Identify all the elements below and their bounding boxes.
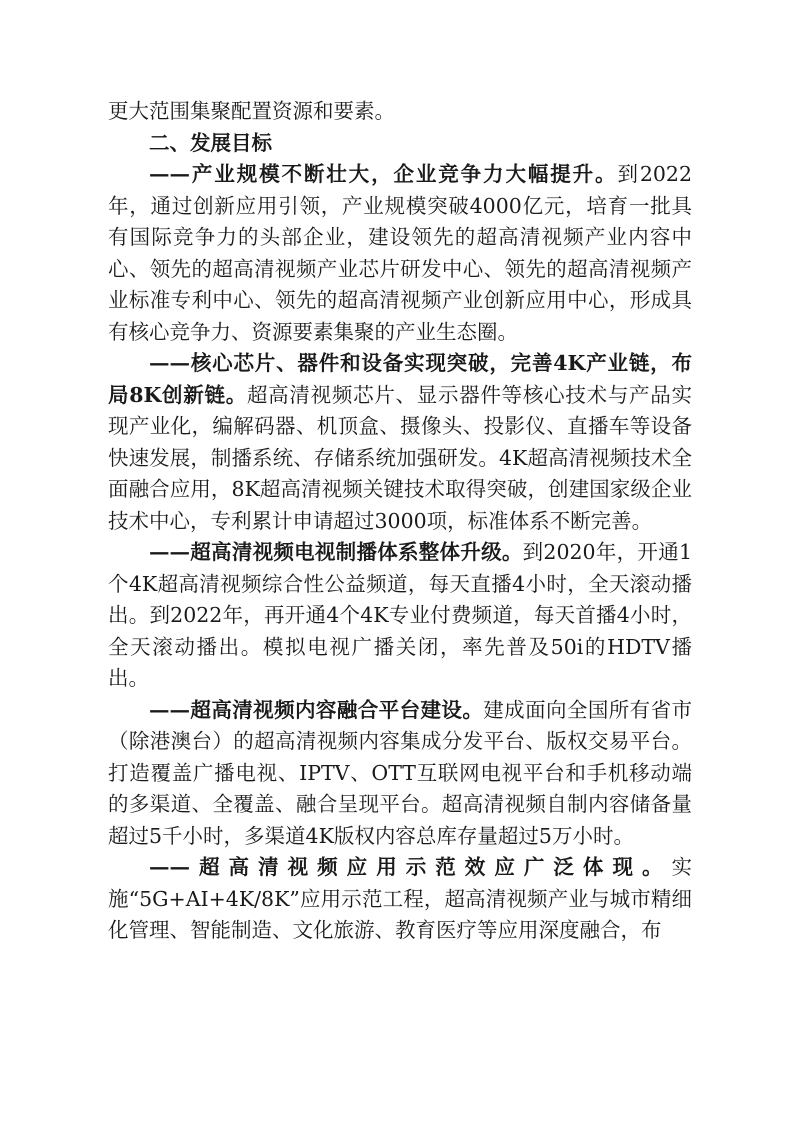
goal-paragraph-2 bbox=[108, 348, 692, 537]
document-body bbox=[108, 96, 692, 947]
goal-lead-2: ——核心芯片、器件和设备实现突破，完善4K产业链，布局8K创新链。 bbox=[108, 351, 692, 407]
goal-paragraph-3 bbox=[108, 537, 692, 695]
goal-paragraph-4 bbox=[108, 695, 692, 853]
goal-lead-1: ——产业规模不断壮大，企业竞争力大幅提升。 bbox=[149, 162, 618, 186]
goal-paragraph-1 bbox=[108, 159, 692, 348]
goal-body-3: 到2020年，开通1个4K超高清视频综合性公益频道，每天直播4小时，全天滚动播出。到2022年，再开通4个4K专业付费频道，每天首播4小时，全天滚动播出。模拟电视广播关闭，率先普及50i的HDTV播出。 bbox=[108, 540, 693, 690]
goal-body-2: 超高清视频芯片、显示器件等核心技术与产品实现产业化，编解码器、机顶盒、摄像头、投影仪、直播车等设备快速发展，制播系统、存储系统加强研发。4K超高清视频技术全面融合应用，8K超高清视频关键技术取得突破，创建国家级企业技术中心，专利累计申请超过3000项，标准体系不断完善。 bbox=[108, 382, 692, 533]
goal-lead-4: ——超高清视频内容融合平台建设。 bbox=[149, 697, 484, 722]
goal-paragraph-5 bbox=[108, 852, 692, 947]
goal-body-1: 到2022年，通过创新应用引领，产业规模突破4000亿元，培育一批具有国际竞争力的头部企业，建设领先的超高清视频产业内容中心、领先的超高清视频产业芯片研发中心、领先的超高清视频产业标准专利中心、领先的超高清视频产业创新应用中心，形成具有核心竞争力、资源要素集聚的产业生态圈。 bbox=[108, 162, 693, 344]
goal-body-4: 建成面向全国所有省市（除港澳台）的超高清视频内容集成分发平台、版权交易平台。打造覆盖广播电视、IPTV、OTT互联网电视平台和手机移动端的多渠道、全覆盖、融合呈现平台。超高清视频自制内容储备量超过5千小时，多渠道4K版权内容总库存量超过5万小时。 bbox=[108, 697, 692, 848]
goal-lead-3: ——超高清视频电视制播体系整体升级。 bbox=[149, 540, 523, 564]
section-heading: 二、发展目标 bbox=[149, 130, 272, 155]
continuation-text: 更大范围集聚配置资源和要素。 bbox=[108, 99, 395, 123]
goal-body-5: 实施“5G+AI+4K/8K”应用示范工程，超高清视频产业与城市精细化管理、智能制造、文化旅游、教育医疗等应用深度融合，布 bbox=[108, 855, 692, 942]
goal-lead-5: ——超高清视频应用示范效应广泛体现。 bbox=[149, 855, 672, 879]
